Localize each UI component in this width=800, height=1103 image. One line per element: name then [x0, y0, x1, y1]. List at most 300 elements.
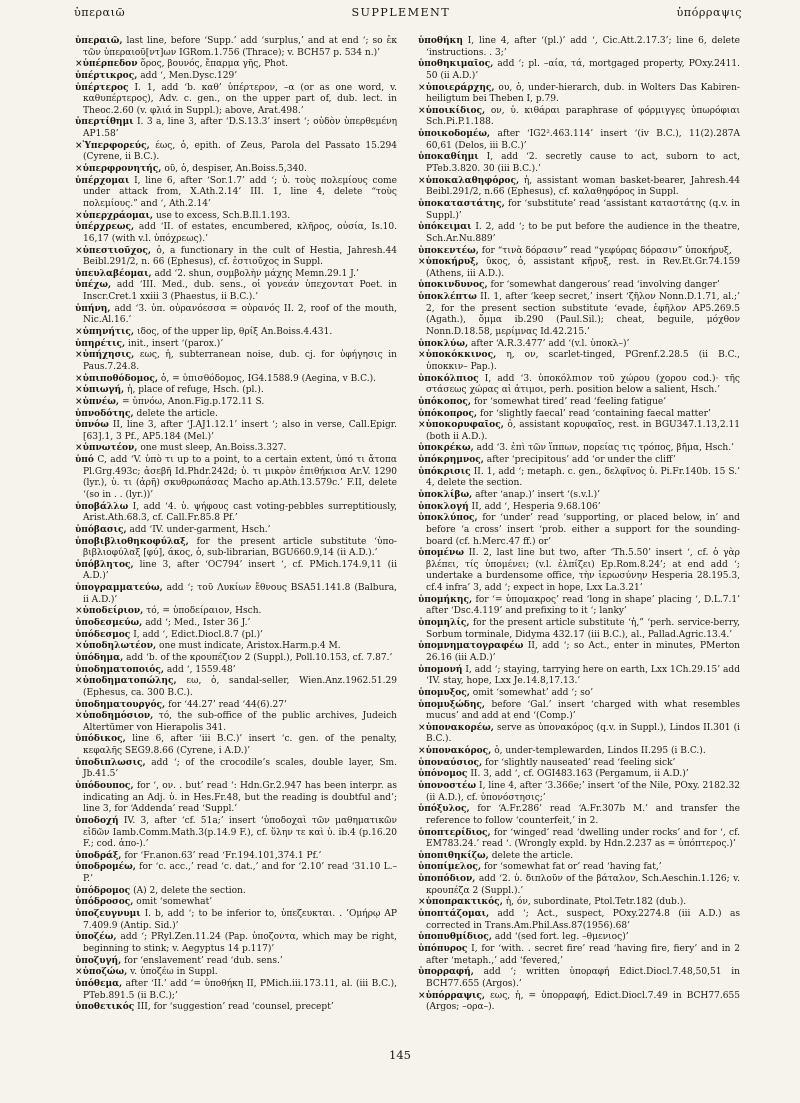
- entry-text: III, for ‘suggestion’ read ‘counsel, precept’: [137, 1002, 334, 1013]
- entry-headword: ὑποδηματοπώλης,: [82, 676, 177, 687]
- entry-text: for ‘somewhat dangerous’ read ‘involving danger’: [490, 280, 720, 291]
- new-entry-marker: ×: [418, 990, 426, 1001]
- entry-text: C, add ‘V. ὑπὸ τι up to a point, to a certain extent, ὑπό τι ἄτοπα Pl.Grg.493c; ἀσεβῆ Id.Phdr.242d; ὑ. τι μικρὸν ἐπιθήκισα Ar.V. 1290 (lyr.), ὑ. τι (ἀρῆ) σκυθρωπάσας Macho ap.Ath.13.579c.’ F.II, delete ‘(so in . . (lyr.))’: [83, 455, 397, 500]
- entry-text: after ‘II.’ add ‘= ὑποθήκη II, PMich.iii.173.11, al. (iii B.C.), PTeb.891.5 (ii B.C.);’: [83, 978, 397, 1001]
- entry-headword: ὑπόξυλος,: [418, 804, 470, 815]
- dictionary-entry: [75, 280, 397, 303]
- header-left-guideword: ὑπεραιῶ: [74, 6, 126, 19]
- dictionary-entry: [75, 606, 397, 618]
- entry-text: after ‘A.R.3.477’ add ‘(v.l. ὑποκλ–)’: [471, 338, 630, 349]
- entry-headword: ὑποκαταστάτης,: [418, 198, 505, 209]
- entry-headword: ὑπήχησις,: [82, 350, 135, 361]
- entry-text: I. b, add ‘; to be inferior to, ὑπεζευκται. . ’Ομήρῳ AP 7.409.9 (Antip. Sid.)’: [83, 909, 397, 931]
- entry-headword: ὑποδεσμεύω,: [75, 618, 143, 629]
- dictionary-entry: [418, 292, 740, 339]
- dictionary-entry: [418, 758, 740, 770]
- entry-headword: ὑπό: [75, 455, 94, 466]
- entry-text: add ‘, Men.Dysc.129’: [140, 70, 238, 81]
- dictionary-entry: [75, 409, 397, 421]
- header-title: SUPPLEMENT: [351, 6, 451, 19]
- entry-headword: Ὑπερφορεύς,: [82, 140, 150, 151]
- entry-text: for ‘slightly faecal’ read ‘containing faecal matter’: [479, 408, 711, 419]
- dictionary-entry: [418, 897, 740, 909]
- entry-headword: ὑπόκρημνος,: [418, 455, 484, 466]
- entry-text: omit ‘somewhat’ add ‘; so’: [472, 687, 594, 698]
- dictionary-entry: [418, 851, 740, 863]
- entry-text: II. 3, add ‘, cf. OGI483.163 (Pergamum, ii A.D.)’: [470, 769, 689, 780]
- entry-text: add ‘; written ὑποραφή Edict.Diocl.7.48,50,51 in BCH77.655 (Argos).’: [426, 967, 740, 989]
- entry-text: for ‘, ον. . but’ read ‘: Hdn.Gr.2.947 has been interpr. as indicating an Adj. ὑ. in Hes.Fr.48, but the reading is doubtful and’; line 3, for ‘Addenda’ read ‘Suppl.’: [83, 781, 397, 815]
- entry-text: εως, ἡ, = ὑπορραφή, Edict.Diocl.7.49 in BCH77.655 (Argos; –ορα–).: [426, 990, 740, 1013]
- entry-text: I. 1, add ‘b. καθ’ ὑπέρτερον, –α (or as one word, v. καθυπέρτερος), Adv. c. gen., on the upper part of, dub. lect. in Theoc.2.60 (v. φλιά in Suppl.); above, Arat.498.’: [83, 82, 397, 116]
- entry-text: for the present article substitute ‘ὑπο-βιβλιοφύλαξ [φύ], άκος, ὁ, sub-librarian, BGU660.9,14 (ii A.D.).’: [83, 536, 397, 559]
- new-entry-marker: ×: [75, 327, 83, 338]
- entry-text: for ‘= ὑπομακρος’ read ‘long in shape’ placing ‘, D.L.7.1’ after ‘Dsc.4.119’ and prefixing to it ‘; lanky’: [426, 594, 740, 617]
- dictionary-entry: [418, 688, 740, 700]
- dictionary-entry: [418, 490, 740, 502]
- entry-headword: ὑπόδροσος,: [75, 897, 134, 908]
- entry-text: add ‘; Med., Ister 36 J.’: [145, 618, 251, 629]
- dictionary-entry: [418, 746, 740, 758]
- entry-headword: ὑποδηλωτέον,: [82, 641, 157, 652]
- entry-text: add ‘2. ὑ. διπλοῦν of the βάταλον, Sch.Aeschin.1.126; v. κρουπέζα 2 (Suppl.).’: [426, 874, 740, 896]
- entry-text: for ‘somewhat tired’ read ‘feeling fatigue’: [473, 396, 667, 407]
- new-entry-marker: ×: [418, 722, 426, 733]
- new-entry-marker: ×: [418, 897, 426, 908]
- entry-headword: ὑποδρομέω,: [75, 862, 136, 873]
- dictionary-entry: [75, 1002, 397, 1014]
- entry-text: add ‘b. of the κρουπέζιον 2 (Suppl.), Poll.10.153, cf. 7.87.’: [126, 652, 393, 663]
- entry-headword: ὑπνοδότης,: [75, 408, 134, 419]
- entry-headword: ὑπονακορέω,: [425, 722, 494, 733]
- entry-headword: ὑπόκειμαι: [418, 222, 472, 233]
- entry-text: add ‘; PRyl.Zen.11.24 (Pap. ὑποζοντα, which may be right, beginning to stink; v. Aegyptus 14 p.117)’: [83, 932, 397, 954]
- dictionary-entry: [75, 630, 397, 642]
- entry-text: for ‘Fr.anon.63’ read ‘Fr.194.101,374.1 Pf.’: [124, 850, 322, 861]
- entry-headword: ὑποδηματοποιός,: [75, 664, 164, 675]
- entry-text: I. 3 a, line 3, after ‘D.S.13.3’ insert ‘; οὐδὸν ὑπερθεμένη AP1.58’: [83, 117, 397, 140]
- entry-headword: ὑποναύσιος,: [418, 757, 483, 768]
- dictionary-entry: [75, 502, 397, 525]
- new-entry-marker: ×: [75, 245, 83, 256]
- new-entry-marker: ×: [75, 676, 83, 687]
- entry-text: for ‘winged’ read ‘dwelling under rocks’ and for ‘, cf. EM783.24.’ read ‘. (Wrongly expld. by Hdn.2.237 as = ὑπόπτερος.)’: [426, 827, 740, 850]
- new-entry-marker: ×: [418, 350, 426, 361]
- entry-text: ου, ὁ, under-hierarch, dub. in Wolters Das Kabiren-heiligtum bei Theben I, p.79.: [426, 82, 740, 105]
- entry-headword: ὑποδηματουργός,: [75, 699, 166, 710]
- new-entry-marker: ×: [418, 420, 426, 431]
- new-entry-marker: ×: [75, 164, 83, 175]
- entry-text: II, line 3, after ‘J.AJ1.12.1’ insert ‘; also in verse, Call.Epigr. [63].1, 3 Pf., AP5.184 (Mel.)’: [83, 420, 397, 442]
- entry-text: I, add ‘3. ὑποκόλπιον τοῦ χώρου (χορου cod.)· τῆς στάσεως χώρας αἰ ἀτιμοι, perh. position below a salient, Hsch.’: [426, 373, 740, 396]
- entry-text: ῦκος, ὁ, assistant κῆρυξ, rest. in Rev.Et.Gr.74.159 (Athens, iii A.D.).: [426, 257, 740, 279]
- entry-headword: ὑποπτερίδιος,: [418, 827, 491, 838]
- entry-text: add ‘3. ὑπ. οὐρανόεσσα = οὐρανός II. 2, roof of the mouth, Nic.Al.16.’: [83, 303, 397, 326]
- page-number: 145: [389, 1048, 411, 1062]
- entry-text: ἡ, assistant woman basket-bearer, Jahresh.44 Beibl.291/2, n.66 (Ephesus), cf. καλαθηφόρος in Suppl.: [426, 175, 740, 198]
- entry-headword: ὑπομήκης,: [418, 594, 473, 605]
- dictionary-entry: [418, 548, 740, 595]
- dictionary-entry: [75, 665, 397, 677]
- dictionary-entry: [75, 909, 397, 932]
- entry-headword: ὑπηνήτις,: [82, 327, 135, 338]
- entry-text: II. 2, last line but two, after ‘Th.5.50’ insert ‘, cf. ὁ γὰρ βλέπει, τίς ὑπομένει; (v.l. ἐλπίζει) Ep.Rom.8.24’; at end add ‘; undertake a burdensome office, τὴν ἱερωσύνην Hesperia 28.195.3, cf.4 infra’ 3, add ‘; expect in hope, Lxx La.3.21’: [426, 548, 740, 594]
- entry-headword: ὑποβιβλιοθηκοφύλαξ,: [75, 536, 189, 547]
- new-entry-marker: ×: [75, 373, 83, 384]
- entry-text: I, line 6, after ‘Sor.1.7’ add ‘; ὑ. τοὺς πολεμίους come under attack from, X.Ath.2.14’ III. 1, line 4, delete “τοὺς πολεμίους.” and ‘, Ath.2.14’: [83, 175, 397, 209]
- new-entry-marker: ×: [75, 443, 83, 454]
- entry-text: add ‘2. shun, συμβολὴν μάχης Memn.29.1 J.’: [154, 268, 359, 279]
- entry-text: II, add ‘, Hesperia 9.68.106’: [471, 501, 601, 512]
- entry-headword: ὑπιωγή,: [82, 385, 125, 396]
- dictionary-entry: [418, 280, 740, 292]
- entry-headword: ὑποκαθίημι: [418, 152, 479, 163]
- entry-text: before ‘Gal.’ insert ‘charged with what resembles mucus’ and add at end ‘(Comp.)’: [426, 699, 740, 722]
- entry-text: for ‘44.27’ read ‘44(6).27’: [168, 699, 287, 710]
- right-column: [418, 36, 740, 1014]
- entry-headword: ὑπνέω,: [82, 396, 120, 407]
- entry-text: add ‘3. ἐπὶ τῶν ἵππων, πορείας τις τρόπος, βῆμα, Hsch.’: [476, 443, 734, 454]
- dictionary-entry: [418, 700, 740, 723]
- entry-text: I, for ‘with. . secret fire’ read ‘having fire, fiery’ and in 2 after ‘metaph.,’ add ‘fevered,’: [426, 943, 740, 966]
- entry-text: ὁ, assistant κορυφαῖος, rest. in BGU347.1.13,2.11 (both ii A.D.).: [426, 420, 740, 442]
- entry-text: serve as ὑπονακόρος (q.v. in Suppl.), Lindos II.301 (i B.C.).: [426, 722, 740, 745]
- entry-headword: ὑποκλέπτω: [418, 292, 477, 303]
- entry-text: delete the article.: [136, 408, 218, 419]
- dictionary-entry: [418, 36, 740, 59]
- entry-headword: ὑπόρραψις,: [425, 990, 486, 1001]
- new-entry-marker: ×: [75, 711, 83, 722]
- entry-headword: ὑποικίδιος,: [425, 105, 486, 116]
- dictionary-entry: [75, 327, 397, 339]
- entry-headword: ὑποκλύω,: [418, 338, 469, 349]
- entry-text: for ‘c. acc.,’ read ‘c. dat.,’ and for ‘2.10’ read ‘31.10 L.–P.’: [83, 862, 397, 885]
- dictionary-entry: [418, 129, 740, 152]
- new-entry-marker: ×: [75, 350, 83, 361]
- entry-headword: ὑπορραφή,: [418, 967, 474, 978]
- entry-text: εως, ἡ, subterranean noise, dub. cj. for ὑφήγησις in Paus.7.24.8.: [83, 350, 397, 372]
- entry-text: add ‘; of the crocodile’s scales, double layer, Sm. Jb.41.5’: [83, 757, 397, 780]
- entry-headword: ὑποκλύπος,: [418, 513, 478, 524]
- entry-headword: ὑποδημόσιον,: [82, 711, 154, 722]
- entry-headword: ὑπιποθόδομος,: [82, 373, 158, 384]
- dictionary-entry: [418, 59, 740, 82]
- entry-text: after ‘precipitous’ add ‘or under the cliff’: [486, 455, 676, 466]
- entry-headword: ὑποδιπλωσις,: [75, 757, 146, 768]
- dictionary-entry: [418, 397, 740, 409]
- entry-headword: ὑποδράξ,: [75, 850, 122, 861]
- entry-headword: ὑποπρακτικός,: [425, 897, 503, 908]
- entry-headword: ὑπογραμματεύω,: [75, 583, 163, 594]
- dictionary-entry: [75, 676, 397, 699]
- entry-headword: ὑπέρτικρος,: [75, 70, 138, 81]
- dictionary-entry: [418, 420, 740, 443]
- entry-text: ον, ὑ. κιθάραι paraphrase of φόρμιγγες ὑπωρόφιαι Sch.Pi.P.1.188.: [426, 105, 740, 128]
- dictionary-entry: [418, 443, 740, 455]
- dictionary-entry: [418, 199, 740, 222]
- entry-headword: ὑπόδημα,: [75, 652, 124, 663]
- dictionary-entry: [418, 595, 740, 618]
- entry-headword: ὑποκορυφαῖος,: [425, 420, 504, 431]
- entry-text: last line, before ‘Supp.’ add ‘surplus,’ and at end ‘; so ἐκ τῶν ὑπεραιοῦ[ντ]ων IGRom.1.756 (Thrace); v. BCH57 p. 534 n.)’: [83, 36, 397, 58]
- entry-text: ὁ, a functionary in the cult of Hestia, Jahresh.44 Beibl.291/2, n. 66 (Ephesus), cf. ἑστιοῦχος in Suppl.: [83, 245, 397, 268]
- dictionary-entry: [418, 152, 740, 175]
- dictionary-entry: [418, 769, 740, 781]
- entry-headword: ὑπόκρισις: [418, 466, 471, 477]
- entry-headword: ὑπονακόρος,: [425, 746, 492, 757]
- dictionary-entry: [418, 944, 740, 967]
- dictionary-entry: [75, 862, 397, 885]
- entry-headword: ὑπερτίθημι: [75, 117, 134, 128]
- dictionary-entry: [418, 83, 740, 106]
- entry-headword: ὑπόδρομος: [75, 885, 131, 896]
- dictionary-entry: [75, 420, 397, 443]
- entry-text: ιδος, of the upper lip, θρίξ An.Boiss.4.431.: [136, 327, 333, 338]
- entry-text: add ‘; τοῦ Λυκίων ἔθνους BSA51.141.8 (Balbura, ii A.D.)’: [83, 583, 397, 605]
- entry-text: for ‘A.Fr.286’ read ‘A.Fr.307b M.’ and transfer the reference to follow ‘counterfeit,’ in 2.: [426, 804, 740, 826]
- dictionary-entry: [75, 397, 397, 409]
- dictionary-entry: [75, 886, 397, 898]
- entry-headword: ὑπόδεσμος: [75, 629, 131, 640]
- entry-headword: ὑπομονή: [418, 664, 463, 675]
- new-entry-marker: ×: [75, 210, 83, 221]
- entry-text: add ‘; pl. –αία, τά, mortgaged property, POxy.2411. 50 (ii A.D.)’: [426, 59, 740, 81]
- entry-headword: ὑποκινδυνος,: [418, 280, 488, 291]
- dictionary-entry: [75, 700, 397, 712]
- dictionary-entry: [418, 932, 740, 944]
- dictionary-entry: [418, 350, 740, 373]
- dictionary-entry: [75, 164, 397, 176]
- entry-headword: ὑπόβασις,: [75, 524, 127, 535]
- entry-headword: ὑπέχω,: [75, 280, 112, 291]
- entry-text: for ‘slightly nauseated’ read ‘feeling sick’: [485, 757, 676, 768]
- entry-headword: ὑποκήρυξ,: [425, 257, 479, 268]
- dictionary-entry: [418, 222, 740, 245]
- entry-headword: ὑποπιθηκίζω,: [418, 850, 489, 861]
- entry-text: II. 1, after ‘keep secret,’ insert ‘ζῆλον Nonn.D.1.71, al.;’ 2, for the present section substitute ‘evade, ἐφῆλον AP5.269.5 (Agath.), ὄμμα ib.290 (Paul.Sil.); cheat, beguile, μόχθον Nonn.D.18.58, μερίμνας Id.42.215.’: [426, 292, 740, 338]
- entry-headword: ὑπηρέτις,: [75, 338, 126, 349]
- dictionary-entry: [75, 141, 397, 164]
- entry-headword: ὑποπυθμίδιος,: [418, 932, 492, 943]
- entry-text: add ‘II. of estates, encumbered, κλῆρος, οὐσία, Is.10. 16,17 (with v.l. ὑπόχρεως).’: [83, 222, 397, 244]
- dictionary-entry: [75, 537, 397, 560]
- entry-text: οῦ, ὁ, despiser, An.Boiss.5,340.: [164, 164, 307, 175]
- dictionary-entry: [418, 828, 740, 851]
- entry-text: εω, ὁ, sandal-seller, Wien.Anz.1962.51.29 (Ephesus, ca. 300 B.C.).: [83, 676, 397, 698]
- entry-headword: ὑπέρχομαι: [75, 175, 130, 186]
- dictionary-entry: [418, 618, 740, 641]
- entry-headword: ὑποδοχή: [75, 815, 119, 826]
- entry-headword: ὑποκόλπιος: [418, 373, 479, 384]
- entry-headword: ὑποκόκκινος,: [425, 350, 497, 361]
- entry-text: one must indicate, Aristox.Harm.p.4 M.: [159, 641, 341, 652]
- dictionary-entry: [418, 874, 740, 897]
- entry-headword: ὑποκεντέω,: [418, 245, 479, 256]
- entry-text: II. 1, add ‘; metaph. c. gen., δελφῖνος ὑ. Pi.Fr.140b. 15 S.’ 4, delete the section.: [426, 466, 740, 489]
- dictionary-entry: [418, 374, 740, 397]
- new-entry-marker: ×: [75, 641, 83, 652]
- dictionary-entry: [75, 618, 397, 630]
- dictionary-entry: [75, 83, 397, 118]
- entry-headword: ὑποπόδιον,: [418, 874, 476, 885]
- new-entry-marker: ×: [418, 82, 426, 93]
- entry-text: for ‘enslavement’ read ‘dub. sens.’: [124, 955, 283, 966]
- entry-headword: ὑποκρέκω,: [418, 443, 474, 454]
- new-entry-marker: ×: [75, 396, 83, 407]
- entry-headword: ὑπομνηματογραφέω: [418, 641, 524, 652]
- entry-text: omit ‘somewhat’: [136, 897, 213, 908]
- entry-text: τό, the sub-office of the public archives, Judeich Altertümer von Hierapolis 341.: [83, 711, 397, 733]
- entry-text: I, line 4, after ‘(pl.)’ add ‘, Cic.Att.2.17.3’; line 6, delete ‘instructions. . 3;’: [426, 36, 740, 58]
- entry-text: for “τινὰ δόρασιν” read “γεφύρας δόρασιν” ὑποκήρυξ,: [481, 245, 732, 256]
- dictionary-entry: [418, 257, 740, 280]
- dictionary-entry: [418, 804, 740, 827]
- dictionary-entry: [75, 816, 397, 851]
- entry-text: I, add ‘, Edict.Diocl.8.7 (pl.)’: [133, 629, 264, 640]
- new-entry-marker: ×: [418, 175, 426, 186]
- dictionary-entry: [75, 350, 397, 373]
- dictionary-entry: [75, 734, 397, 757]
- entry-headword: ὑπομηλίς,: [418, 618, 470, 629]
- new-entry-marker: ×: [75, 59, 83, 70]
- entry-headword: ὑποικοδομέω,: [418, 129, 491, 140]
- entry-text: init., insert ‘(parox.)’: [128, 338, 224, 349]
- entry-text: after ‘IG2².463.114’ insert ‘(iv B.C.), 11(2).287A 60,61 (Delos, iii B.C.)’: [426, 129, 740, 151]
- entry-text: I, add ‘4. ὑ. ψήφους cast voting-pebbles surreptitiously, Arist.Ath.68.3, cf. Call.Fr.85.8 Pf.’: [83, 501, 397, 524]
- dictionary-entry: [75, 36, 397, 59]
- entry-headword: ὑποκλογή: [418, 501, 469, 512]
- entry-headword: ὑποβάλλω: [75, 501, 129, 512]
- dictionary-entry: [75, 117, 397, 140]
- entry-headword: ὑποδείριον,: [82, 606, 144, 617]
- entry-text: IV. 3, after ‘cf. 51a;’ insert ‘ὑποδοχαὶ τῶν μαθηματικῶν εἰδῶν Iamb.Comm.Math.3(p.14.9 F.), cf. ὕλην τε καὶ ὑ. ib.4 (p.16.20 F.; cod. ἀπο-).’: [83, 815, 397, 850]
- dictionary-entry: [75, 211, 397, 223]
- dictionary-entry: [75, 246, 397, 269]
- dictionary-entry: [75, 932, 397, 955]
- dictionary-entry: [418, 455, 740, 467]
- entry-text: add ‘(sed fort. leg. –θμενιος)’: [494, 932, 629, 943]
- entry-text: = ὑπνόω, Anon.Fig.p.172.11 S.: [121, 396, 265, 407]
- entry-headword: ὑποπτάζομαι,: [418, 909, 490, 920]
- entry-headword: ὑπέρτερος: [75, 82, 129, 93]
- dictionary-entry: [75, 59, 397, 71]
- dictionary-entry: [418, 409, 740, 421]
- entry-headword: ὑποκλίβω,: [418, 489, 473, 500]
- entry-text: έως, ὁ, epith. of Zeus, Parola del Passato 15.294 (Cyrene, ii B.C.).: [83, 140, 397, 163]
- dictionary-entry: [75, 758, 397, 781]
- entry-text: η, ον, scarlet-tinged, PGrenf.2.28.5 (ii B.C., ὑποκκιν– Pap.).: [426, 350, 740, 372]
- dictionary-entry: [75, 304, 397, 327]
- entry-text: line 6, after ‘iii B.C.)’ insert ‘c. gen. of the penalty, κεφαλῆς SEG9.8.66 (Cyrene, i A.D.)’: [83, 734, 397, 757]
- entry-headword: ὑπεραιῶ,: [75, 36, 123, 46]
- entry-text: for ‘somewhat fat or’ read ‘having fat,’: [483, 862, 662, 873]
- entry-text: add ‘III. Med., dub. sens., οἱ γονεάν ὑπεχοντατ Poet. in Inscr.Cret.1 xxiii 3 (Phaestus, ii B.C.).’: [83, 280, 397, 303]
- entry-text: for the present article substitute ‘ἡ,” ‘perh. service-berry, Sorbum torminale, Didyma 432.17 (iii B.C.), al., Pallad.Agric.13.4.’: [426, 618, 740, 640]
- dictionary-entry: [418, 781, 740, 804]
- dictionary-entry: [75, 653, 397, 665]
- dictionary-entry: [418, 723, 740, 746]
- new-entry-marker: ×: [418, 105, 426, 116]
- entry-text: ὅρος, βουνός, ἔπαρμα γῆς, Phot.: [140, 59, 288, 70]
- entry-text: add ‘IV. under-garment, Hsch.’: [129, 524, 271, 535]
- entry-text: for ‘under’ read ‘supporting, or placed below, in’ and before ‘a cross’ insert ‘prob. either a support for the sounding-board (cf. h.Merc.47 ff.) or’: [426, 513, 740, 547]
- entry-headword: ὑπέρχρεως,: [75, 222, 135, 233]
- dictionary-entry: [418, 246, 740, 258]
- dictionary-entry: [75, 455, 397, 502]
- entry-headword: ὑποζέω,: [75, 932, 117, 943]
- entry-headword: ὑπόβλητος,: [75, 559, 134, 570]
- dictionary-entry: [75, 222, 397, 245]
- dictionary-entry: [418, 991, 740, 1014]
- dictionary-entry: [75, 525, 397, 537]
- entry-headword: ὑπομυξώδης,: [418, 699, 486, 710]
- dictionary-entry: [418, 909, 740, 932]
- entry-headword: ὑπόδικος,: [75, 734, 126, 745]
- dictionary-entry: [75, 269, 397, 281]
- entry-text: use to excess, Sch.B.Il.1.193.: [155, 210, 291, 221]
- entry-text: I, line 4, after ‘3.366e;’ insert ‘of the Nile, POxy. 2182.32 (ii A.D.), cf. ὑπονόστησις;’: [426, 781, 740, 803]
- entry-headword: ὑποζυγή,: [75, 955, 122, 966]
- dictionary-entry: [75, 443, 397, 455]
- entry-text: I, add ‘; staying, tarrying here on earth, Lxx 1Ch.29.15’ add ‘IV. stay, hope, Lxx Je.14.8,17.13.’: [426, 664, 740, 687]
- entry-text: after ‘anap.)’ insert ‘(s.v.l.)’: [475, 489, 601, 500]
- entry-headword: ὑπεστιοῦχος,: [82, 245, 152, 256]
- entry-text: line 3, after ‘OC794’ insert ‘, cf. PMich.174.9,11 (ii A.D.)’: [83, 559, 397, 582]
- dictionary-entry: [418, 513, 740, 548]
- entry-headword: ὑπευλαβέομαι,: [75, 268, 152, 279]
- new-entry-marker: ×: [418, 257, 426, 268]
- entry-text: (A) 2, delete the section.: [133, 885, 246, 896]
- entry-headword: ὑπονοστέω: [418, 781, 477, 791]
- entry-headword: ὑπόκοπρος,: [418, 408, 478, 419]
- entry-headword: ὑποθηκιμαῖος,: [418, 59, 494, 70]
- header-right-guideword: ὑπόρραψις: [676, 6, 742, 19]
- new-entry-marker: ×: [75, 606, 83, 617]
- entry-headword: ὑπέρπεδον: [82, 59, 138, 70]
- dictionary-entry: [418, 106, 740, 129]
- entry-text: ἡ, όν, subordinate, Ptol.Tetr.182 (dub.).: [505, 897, 687, 908]
- dictionary-entry: [75, 71, 397, 83]
- entry-headword: ὑπνόω: [75, 420, 109, 431]
- running-header: [74, 6, 742, 28]
- entry-headword: ὑπήνη,: [75, 303, 111, 314]
- dictionary-entry: [75, 339, 397, 351]
- entry-text: I. 2, add ‘; to be put before the audience in the theatre, Sch.Ar.Nu.889’: [426, 222, 740, 244]
- dictionary-entry: [418, 502, 740, 514]
- dictionary-entry: [75, 897, 397, 909]
- new-entry-marker: ×: [75, 140, 83, 151]
- entry-headword: ὑπόκοπος,: [418, 396, 472, 407]
- dictionary-entry: [418, 641, 740, 664]
- new-entry-marker: ×: [75, 385, 83, 396]
- dictionary-entry: [75, 979, 397, 1002]
- dictionary-entry: [75, 781, 397, 816]
- dictionary-entry: [75, 176, 397, 211]
- entry-text: τό, = ὑποδείραιον, Hsch.: [146, 606, 262, 617]
- entry-text: ὁ, = ὑπισθόδομος, IG4.1588.9 (Aegina, v B.C.).: [160, 373, 377, 384]
- entry-text: ἡ, place of refuge, Hsch. (pl.).: [127, 385, 264, 396]
- entry-headword: ὑπόδουπος,: [75, 781, 134, 791]
- entry-headword: ὑπόνομος: [418, 769, 468, 780]
- entry-headword: ὑπομένω: [418, 548, 464, 559]
- entry-text: delete the article.: [491, 850, 574, 861]
- entry-headword: ὑπομυξος,: [418, 687, 470, 698]
- entry-headword: ὑποκαλαθηφόρος,: [425, 175, 520, 186]
- entry-text: v. ὑποζέω in Suppl.: [130, 967, 218, 978]
- dictionary-entry: [418, 665, 740, 688]
- dictionary-entry: [75, 851, 397, 863]
- dictionary-entry: [75, 711, 397, 734]
